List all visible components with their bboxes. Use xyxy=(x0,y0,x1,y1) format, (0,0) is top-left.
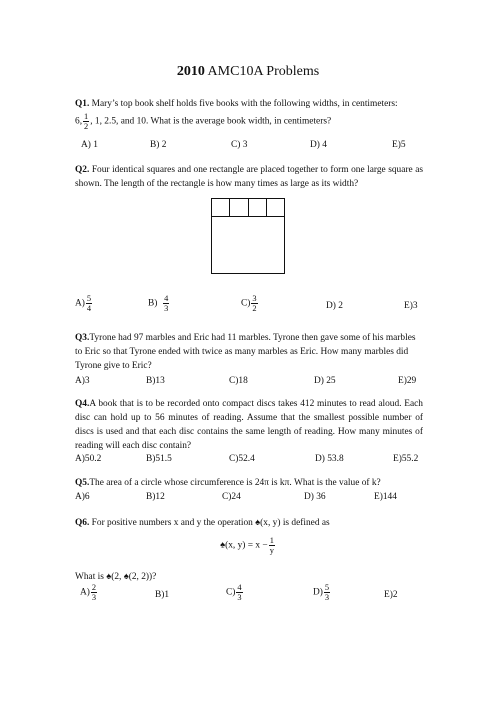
question-number: Q1. xyxy=(75,99,90,109)
question-number: Q6. xyxy=(75,518,90,528)
question-text: Four identical squares and one rectangle are placed together to form one large square as shown. The length of the rectangle is how many times as large as its width? xyxy=(75,165,424,189)
question-6-ask xyxy=(75,570,423,584)
choice-a: A) 1 xyxy=(81,140,98,150)
formula-left: ♠(x, y) = x − xyxy=(220,540,268,551)
fraction-denominator: y xyxy=(269,546,274,555)
choice-e: E)2 xyxy=(384,590,398,600)
small-square xyxy=(230,199,248,216)
question-text: Mary’s top book shelf holds five books with the following widths, in centimeters: xyxy=(91,99,398,109)
question-text: What is ♠(2, ♠(2, 2))? xyxy=(75,572,157,582)
choice-c: C)24 xyxy=(222,492,241,502)
question-number: Q5. xyxy=(75,478,90,488)
question-4 xyxy=(75,397,423,453)
question-text: , 1, 2.5, and 10. What is the average book width, in centimeters? xyxy=(90,116,332,127)
choice-d: D) 36 xyxy=(304,492,326,502)
choice-b: B)13 xyxy=(146,376,165,386)
page-title xyxy=(0,64,496,80)
question-6 xyxy=(75,516,423,530)
choice-e: E)144 xyxy=(374,492,397,502)
choice-e: E)5 xyxy=(392,140,406,150)
question-3 xyxy=(75,331,423,373)
question-number: Q3. xyxy=(75,333,90,343)
fraction-numerator: 1 xyxy=(84,112,89,121)
fraction-denominator: 2 xyxy=(84,122,89,131)
choice-a: A) $\frac{2}{3}$ xyxy=(80,583,97,602)
choice-c: C) 3 xyxy=(231,140,248,150)
choice-d: D) $\frac{5}{3}$ xyxy=(313,583,330,602)
small-square xyxy=(212,199,230,216)
operation-definition xyxy=(0,536,496,555)
question-text: 6, xyxy=(75,116,83,127)
choice-a: A)50.2 xyxy=(75,454,102,464)
choice-e: E)3 xyxy=(404,301,418,311)
choice-e: E)55.2 xyxy=(393,454,419,464)
title-year: 2010 xyxy=(176,64,205,79)
square-rectangle-figure xyxy=(211,198,285,274)
question-2 xyxy=(75,163,423,191)
choice-b: B)12 xyxy=(146,492,165,502)
choice-a: A) $\frac{5}{4}$ xyxy=(75,294,92,313)
choice-a: A)3 xyxy=(75,376,90,386)
question-text: A book that is to be recorded onto compact discs takes 412 minutes to read aloud. Each disc can hold up to 56 minutes of reading. Assume that the smallest possible number of discs is used and that each disc contains the same length of reading. How many minutes of reading will each disc contain? xyxy=(75,399,423,451)
small-square xyxy=(267,199,284,216)
choice-e: E)29 xyxy=(398,376,417,386)
question-5 xyxy=(75,476,423,490)
question-number: Q4. xyxy=(75,399,90,409)
title-text: AMC10A Problems xyxy=(207,64,320,79)
choice-d: D) 2 xyxy=(326,301,343,311)
question-1-line2 xyxy=(75,112,423,131)
choice-b: B) $\frac{4}{3}$ xyxy=(148,294,169,313)
question-text: For positive numbers x and y the operation ♠(x, y) is defined as xyxy=(91,518,330,528)
choice-c: C) $\frac{3}{2}$ xyxy=(241,294,257,313)
choice-c: C)52.4 xyxy=(229,454,255,464)
choice-d: D) 4 xyxy=(310,140,327,150)
fraction-numerator: 1 xyxy=(269,536,274,545)
choice-d: D) 25 xyxy=(314,376,336,386)
small-square xyxy=(249,199,267,216)
choice-b: B)1 xyxy=(155,590,170,600)
choice-d: D) 53.8 xyxy=(315,454,344,464)
question-text: The area of a circle whose circumference is 24π is kπ. What is the value of k? xyxy=(89,478,381,488)
small-squares-row xyxy=(212,199,284,217)
fraction xyxy=(269,536,275,555)
fraction xyxy=(83,112,89,131)
choice-c: C) $\frac{4}{3}$ xyxy=(226,583,242,602)
choice-b: B) 2 xyxy=(150,140,167,150)
choice-b: B)51.5 xyxy=(146,454,172,464)
choice-c: C)18 xyxy=(229,376,248,386)
question-number: Q2. xyxy=(75,165,90,175)
question-text: Tyrone had 97 marbles and Eric had 11 marbles. Tyrone then gave some of his marbles to Eric so that Tyrone ended with twice as many marbles as Eric. How many marbles did Tyrone give to Eric? xyxy=(75,333,416,371)
choice-a: A)6 xyxy=(75,492,90,502)
question-1 xyxy=(75,97,423,111)
